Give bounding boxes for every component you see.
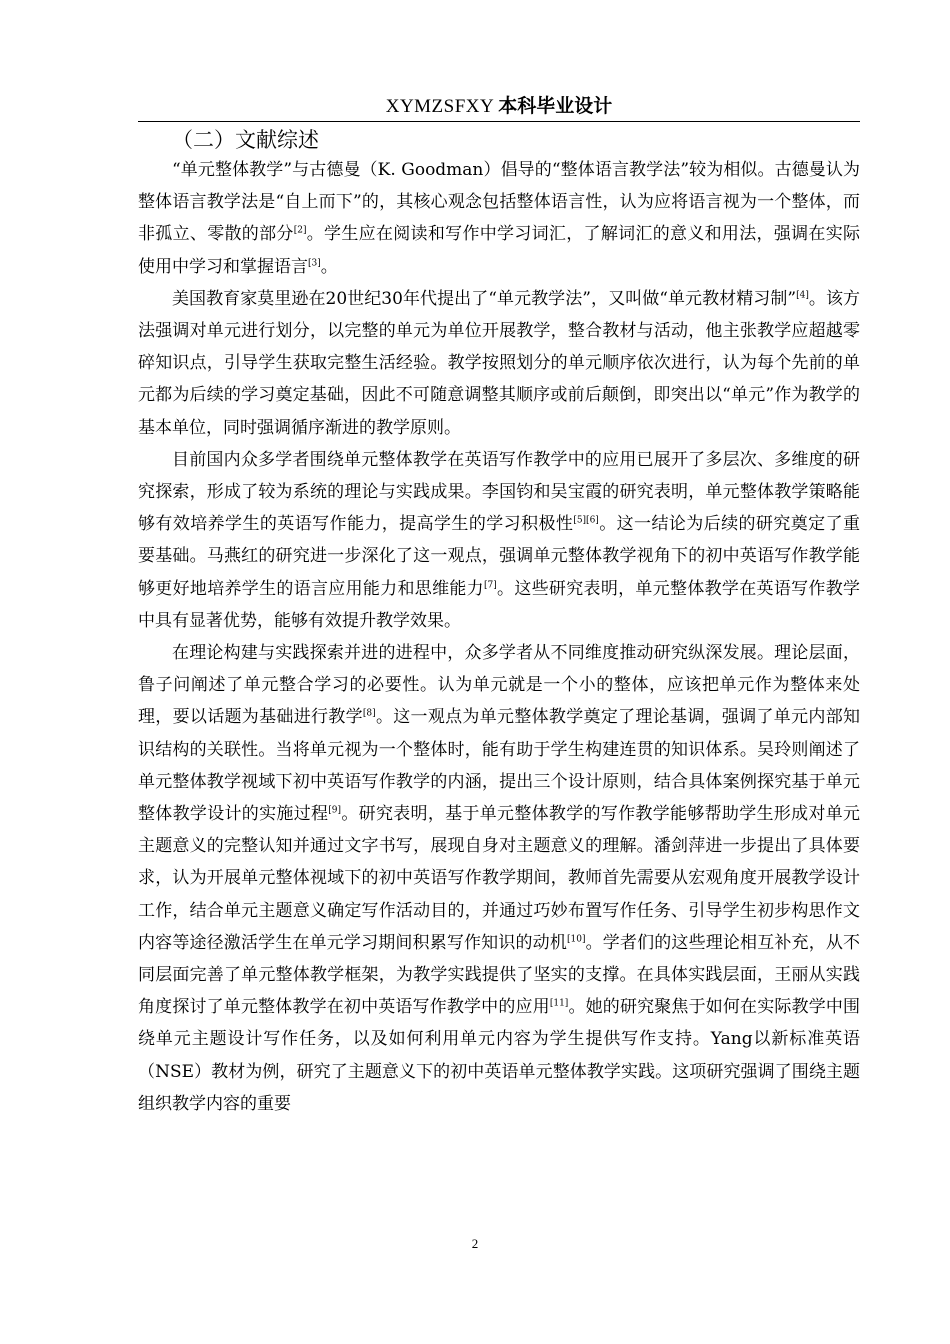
citation: [2] <box>293 225 307 236</box>
citation: [10] <box>566 934 586 945</box>
paragraph-text: 目前国内众多学者围绕单元整体教学在英语写作教学中的应用已展开了多层次、多维度的研究探索，形成了较为系统的理论与实践成果。李国钧和吴宝霞的研究表明，单元整体教学策略能够有效培养学生的英语写作能力，提高学生的学习积极性 <box>138 449 860 535</box>
paragraph-4 <box>138 637 860 1120</box>
citation: [5][6] <box>573 515 599 526</box>
paragraph-text: 在理论构建与实践探索并进的进程中，众多学者从不同维度推动研究纵深发展。理论层面，鲁子问阐述了单元整合学习的必要性。认为单元就是一个小的整体，应该把单元作为整体来处理，要以话题为基础进行教学 <box>138 643 860 728</box>
page-number: 2 <box>471 1236 479 1251</box>
citation: [9] <box>328 805 342 816</box>
paragraph-text: 。该方法强调对单元进行划分，以完整的单元为单位开展教学，整合教材与活动，他主张教学应超越零碎知识点，引导学生获取完整生活经验。教学按照划分的单元顺序依次进行，认为每个先前的单元都为后续的学习奠定基础，因此不可随意调整其顺序或前后颠倒，即突出以“单元”作为教学的基本单位，同时强调循序渐进的教学原则。 <box>138 288 860 438</box>
header-document-type: 本科毕业设计 <box>498 95 613 117</box>
header-rule <box>138 121 860 122</box>
paragraph-text: 。学者们的这些理论相互补充，从不同层面完善了单元整体教学框架，为教学实践提供了坚实的支撑。在具体实践层面，王丽从实践角度探讨了单元整体教学在初中英语写作教学中的应用 <box>138 932 861 1018</box>
citation: [3] <box>308 257 321 268</box>
page-header <box>138 92 860 120</box>
citation: [8] <box>362 708 376 719</box>
section-title: （二）文献综述 <box>172 128 319 152</box>
header-institution-code: XYMZSFXY <box>385 96 495 117</box>
body-text <box>138 154 860 1120</box>
paragraph-text: “单元整体教学”与古德曼（K. Goodman）倡导的“整体语言教学法”较为相似。古德曼认为整体语言教学法是“自上而下”的，其核心观念包括整体语言性，认为应将语言视为一个整体，而非孤立、零散的部分 <box>138 160 860 245</box>
paragraph-text: 。她的研究聚焦于如何在实际教学中围绕单元主题设计写作任务，以及如何利用单元内容为学生提供写作支持。Yang以新标准英语（NSE）教材为例，研究了主题意义下的初中英语单元整体教学实践。这项研究强调了围绕主题组织教学内容的重要 <box>138 997 861 1114</box>
citation: [11] <box>549 998 569 1009</box>
paragraph-text: 。研究表明，基于单元整体教学的写作教学能够帮助学生形成对单元主题意义的完整认知并通过文字书写，展现自身对主题意义的理解。潘剑萍进一步提出了具体要求，认为开展单元整体视域下的初中英语写作教学期间，教师首先需要从宏观角度开展教学设计工作，结合单元主题意义确定写作活动目的，并通过巧妙布置写作任务、引导学生初步构思作文内容等途径激活学生在单元学习期间积累写作知识的动机 <box>138 804 861 953</box>
paragraph-text: 。学生应在阅读和写作中学习词汇，了解词汇的意义和用法，强调在实际使用中学习和掌握语言 <box>138 224 861 277</box>
paragraph-text: 。这一结论为后续的研究奠定了重要基础。马燕红的研究进一步深化了这一观点，强调单元整体教学视角下的初中英语写作教学能够更好地培养学生的语言应用能力和思维能力 <box>138 514 860 599</box>
paragraph-text: 。这一观点为单元整体教学奠定了理论基调，强调了单元内部知识结构的关联性。当将单元视为一个整体时，能有助于学生构建连贯的知识体系。吴玲则阐述了单元整体教学视域下初中英语写作教学的内涵，提出三个设计原则，结合具体案例探究基于单元整体教学设计的实施过程 <box>138 707 861 825</box>
paragraph-1 <box>138 154 860 283</box>
paragraph-text: 。 <box>320 256 338 277</box>
paragraph-text: 美国教育家莫里逊在20世纪30年代提出了“单元教学法”，又叫做“单元教材精习制” <box>172 288 797 309</box>
paragraph-3 <box>138 444 860 637</box>
paragraph-text: 。这些研究表明，单元整体教学在英语写作教学中具有显著优势，能够有效提升教学效果。 <box>138 578 861 631</box>
paragraph-2 <box>138 283 860 444</box>
citation: [7] <box>483 579 497 590</box>
citation: [4] <box>796 290 809 301</box>
